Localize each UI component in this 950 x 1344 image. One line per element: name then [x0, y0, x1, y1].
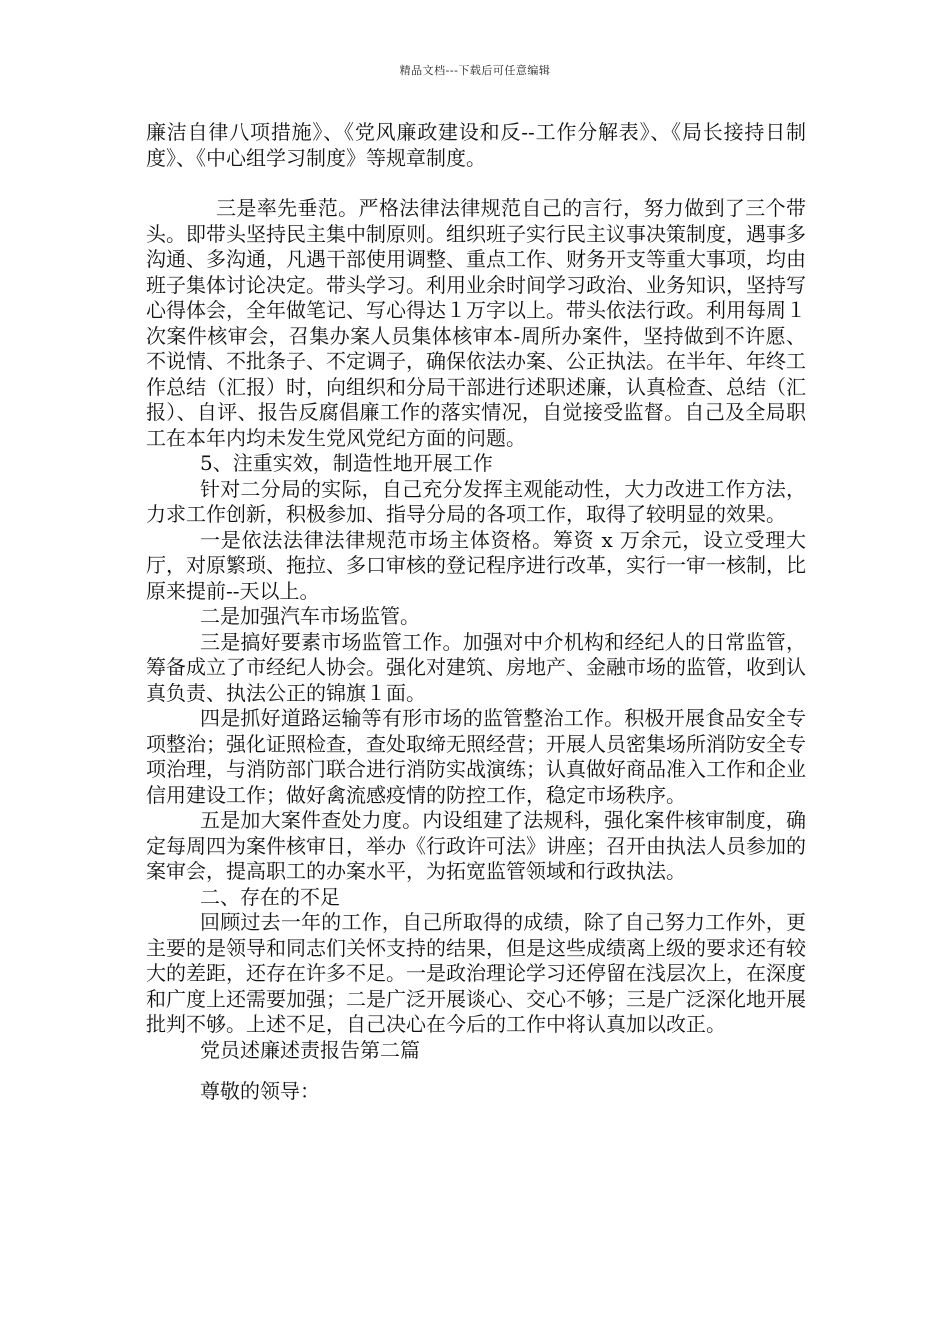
- paragraph-gap: [146, 171, 806, 196]
- page-header: 精品文档---下载后可任意编辑: [399, 64, 551, 77]
- paragraph-lead-by-example: 三是率先垂范。严格法律法律规范自己的言行，努力做到了三个带头。即带头坚持民主集中制原则。组织班子实行民主议事决策制度，遇事多沟通、多沟通，凡遇干部使用调整、重点工作、财务开支等重大事项，均由班子集体讨论决定。带头学习。利用业余时间学习政治、业务知识，坚持写心得体会，全年做笔记、写心得达１万字以上。带头依法行政。利用每周１次案件核审会，召集办案人员集体核审本-周所办案件，坚持做到不许愿、不说情、不批条子、不定调子，确保依法办案、公正执法。在半年、年终工作总结（汇报）时，向组织和分局干部进行述职述廉，认真检查、总结（汇报）、自评、报告反腐倡廉工作的落实情况，自觉接受监督。自己及全局职工在本年内均未发生党风党纪方面的问题。: [146, 196, 806, 450]
- paragraph-item-two: 二是加强汽车市场监管。: [200, 604, 420, 628]
- salutation: 尊敬的领导：: [200, 1079, 320, 1103]
- paragraph-item-five: 五是加大案件查处力度。内设组建了法规科，强化案件核审制度，确定每周四为案件核审日，举办《行政许可法》讲座；召开由执法人员参加的案审会，提高职工的办案水平，为拓宽监管领域和行政执法。: [146, 808, 806, 883]
- document-body: [146, 120, 806, 1105]
- paragraph-review: 回顾过去一年的工作，自己所取得的成绩，除了自己努力工作外，更主要的是领导和同志们关怀支持的结果，但是这些成绩离上级的要求还有较大的差距，还存在许多不足。一是政治理论学习还停留在浅层次上，在深度和广度上还需要加强；二是广泛开展谈心、交心不够；三是广泛深化地开展批判不够。上述不足，自己决心在今后的工作中将认真加以改正。: [146, 910, 806, 1036]
- section-heading-second-report: 党员述廉述责报告第二篇: [200, 1037, 420, 1062]
- paragraph-item-one: 一是依法法律法律规范市场主体资格。筹资 x 万余元，设立受理大厅，对原繁琐、拖拉、多口审核的登记程序进行改革，实行一审一核制，比原来提前--天以上。: [146, 527, 806, 603]
- section-heading-effectiveness: 5、注重实效，制造性地开展工作: [200, 451, 493, 475]
- paragraph-item-three: 三是搞好要素市场监管工作。加强对中介机构和经纪人的日常监管，筹备成立了市经纪人协会。强化对建筑、房地产、金融市场的监管，收到认真负责、执法公正的锦旗１面。: [146, 629, 806, 705]
- section-heading-shortcomings: 二、存在的不足: [200, 884, 340, 909]
- paragraph-branch-work: 针对二分局的实际，自己充分发挥主观能动性，大力改进工作方法，力求工作创新，积极参加、指导分局的各项工作，取得了较明显的效果。: [146, 476, 806, 526]
- paragraph-gap: [146, 1063, 806, 1079]
- paragraph-regulations: 廉洁自律八项措施》、《党风廉政建设和反--工作分解表》、《局长接持日制度》、《中心组学习制度》等规章制度。: [146, 120, 806, 170]
- paragraph-item-four: 四是抓好道路运输等有形市场的监管整治工作。积极开展食品安全专项整治；强化证照检查，查处取缔无照经营；开展人员密集场所消防安全专项治理，与消防部门联合进行消防实战演练；认真做好商品准入工作和企业信用建设工作；做好禽流感疫情的防控工作，稳定市场秩序。: [146, 706, 806, 807]
